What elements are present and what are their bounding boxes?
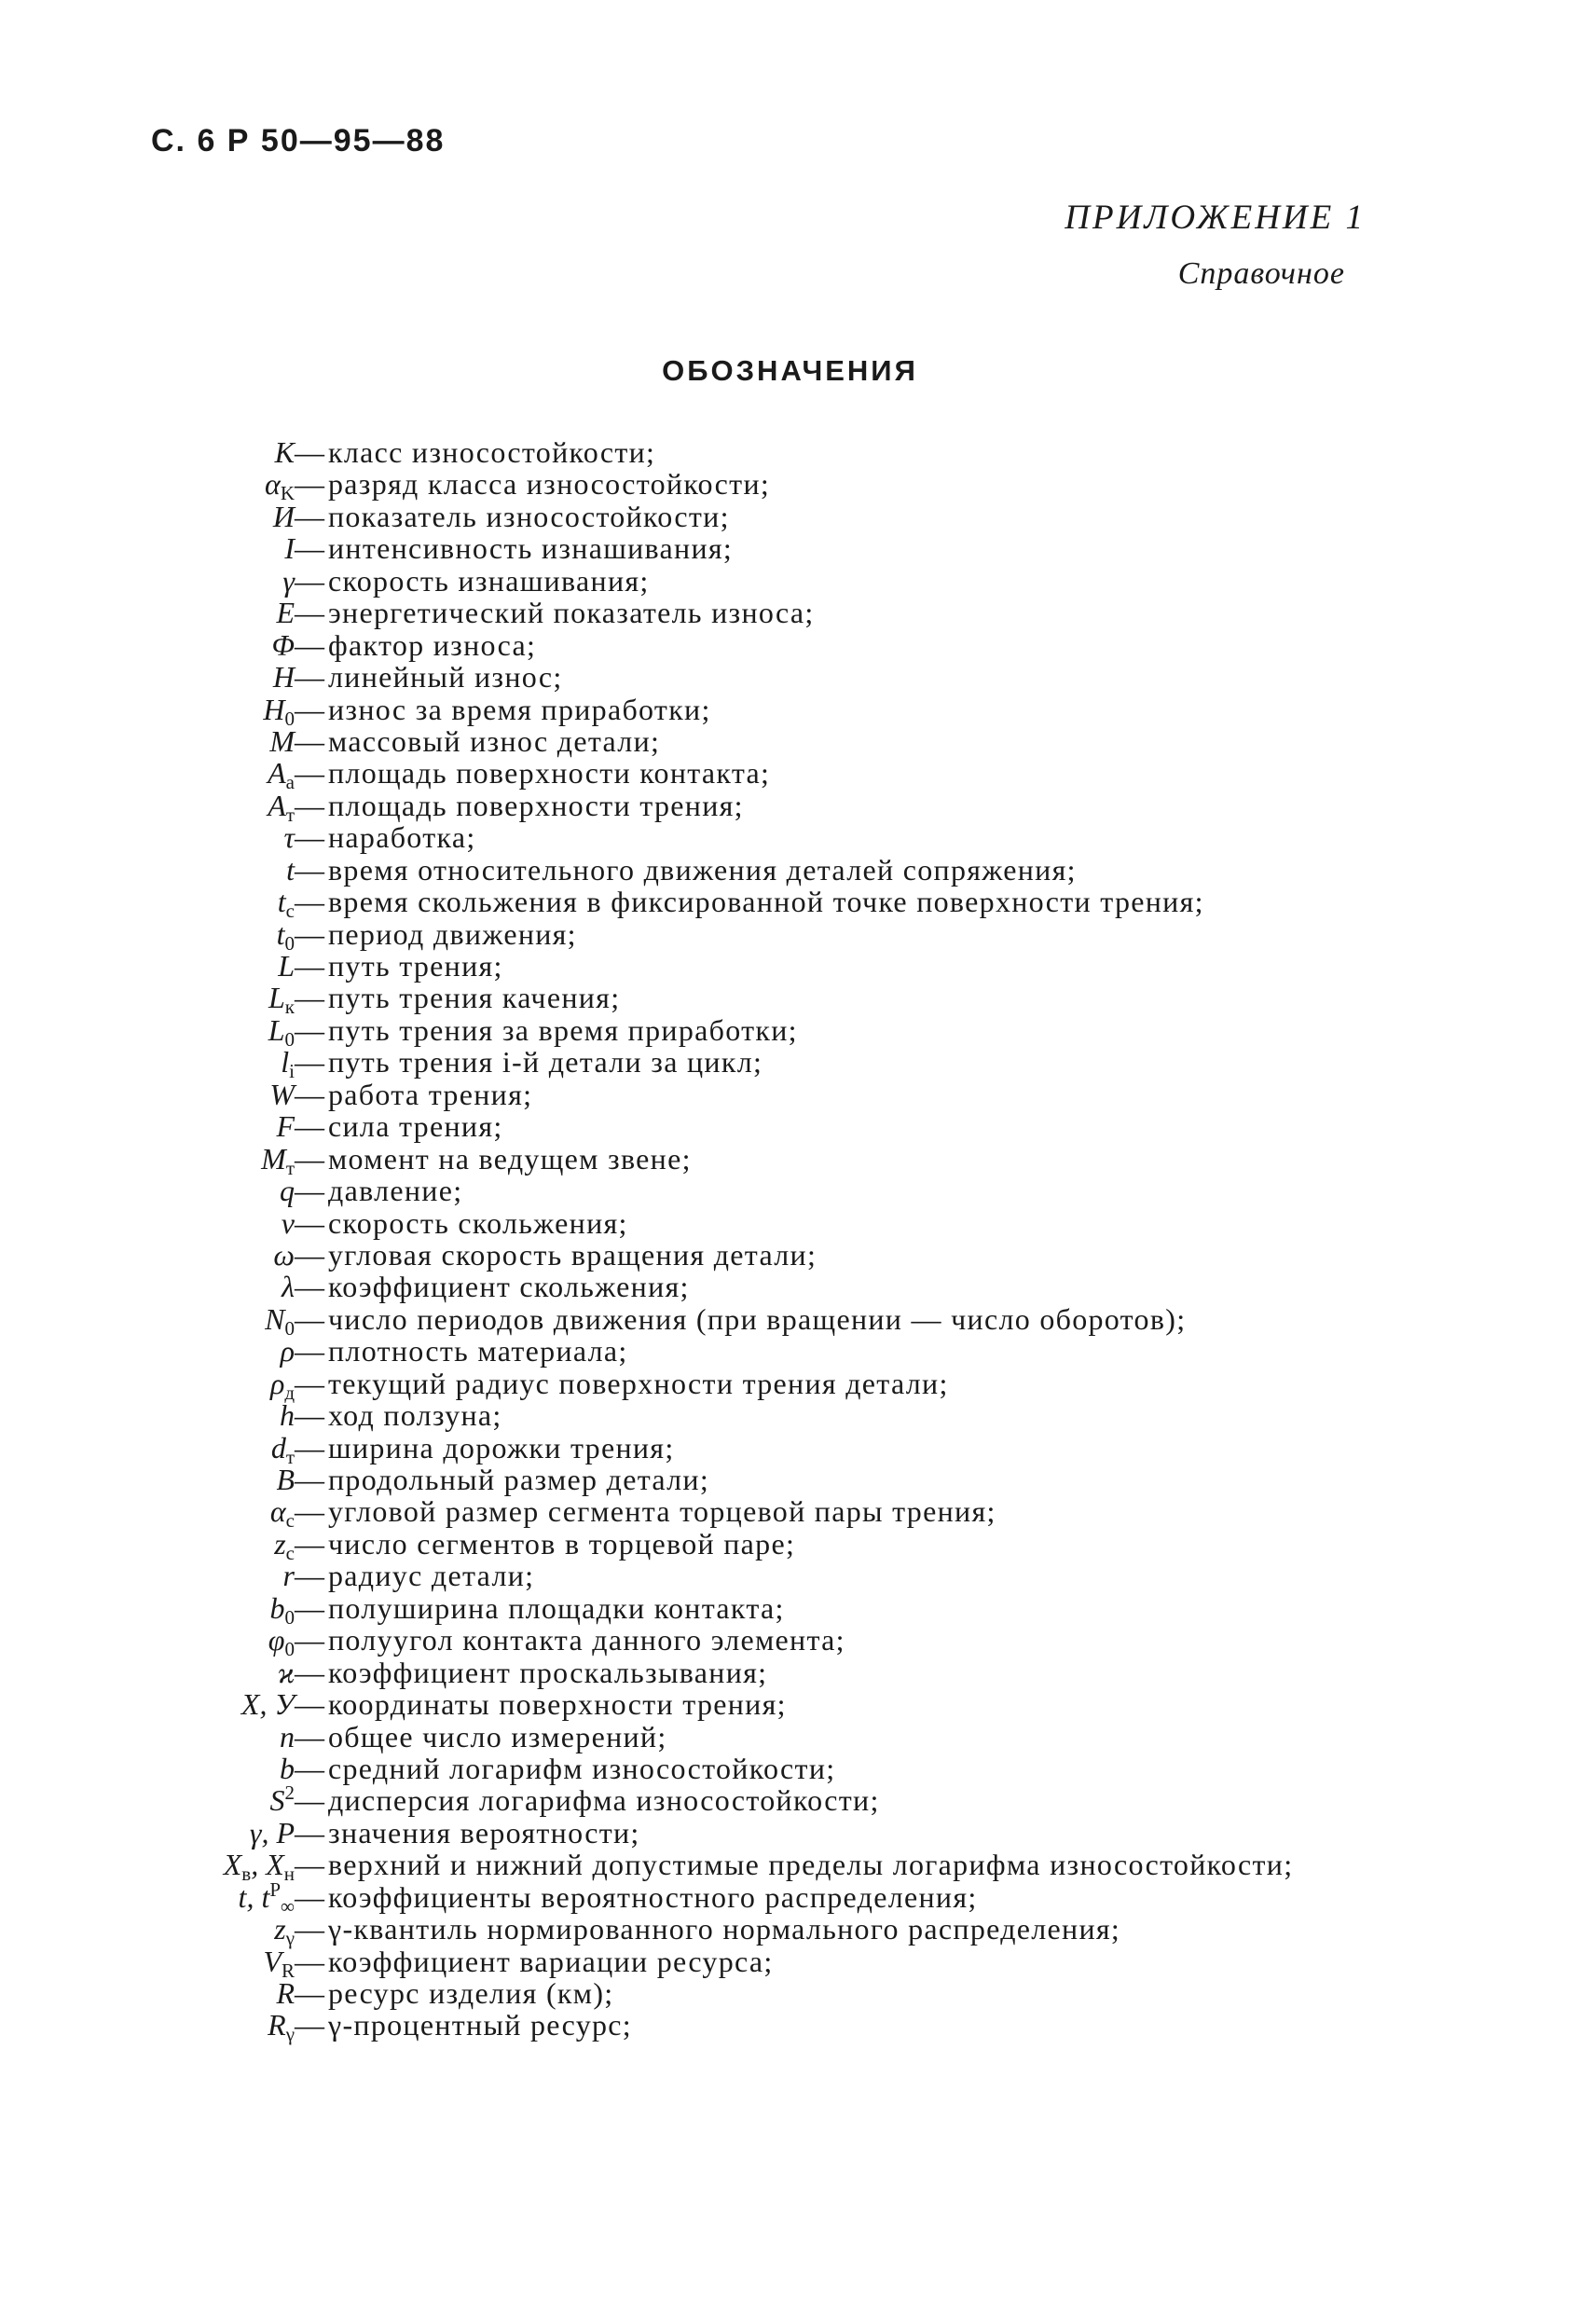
- notation-description: — путь трения качения;: [295, 982, 620, 1013]
- notation-symbol: [280, 1721, 295, 1753]
- notation-symbol: [284, 821, 295, 853]
- notation-symbol: [269, 1366, 295, 1404]
- notation-description: — ресурс изделия (км);: [295, 1977, 613, 2009]
- notation-symbol: [270, 1430, 295, 1468]
- notation-row: [0, 597, 1580, 628]
- notation-description: — продольный размер детали;: [295, 1464, 709, 1495]
- symbol-base: L: [268, 1012, 285, 1047]
- notation-description: — ход ползуна;: [295, 1399, 502, 1431]
- notation-row: [0, 1175, 1580, 1206]
- symbol-subscript: R: [281, 1959, 295, 1982]
- notation-symbol: [276, 597, 295, 628]
- notation-row: [0, 821, 1580, 853]
- notation-description: — коэффициент скольжения;: [295, 1271, 690, 1302]
- notation-description: — массовый износ детали;: [295, 725, 660, 757]
- notation-symbol: [282, 565, 295, 597]
- symbol-base: l: [281, 1045, 290, 1079]
- notation-row: [0, 1141, 1580, 1179]
- notation-row: [0, 1526, 1580, 1564]
- notation-description: — время скольжения в фиксированной точке поверхности трения;: [295, 886, 1204, 917]
- symbol-base: ρ: [280, 1334, 295, 1368]
- symbol-base: M: [269, 723, 295, 758]
- notation-description: — класс износостойкости;: [295, 436, 655, 468]
- symbol-base: N: [265, 1301, 285, 1336]
- symbol-base: τ: [283, 820, 295, 855]
- symbol-subscript: 0: [284, 1027, 295, 1051]
- notation-description: — износ за время приработки;: [295, 694, 711, 725]
- notation-row: [0, 1912, 1580, 1950]
- notation-symbol: [278, 1657, 295, 1688]
- notation-symbol: [268, 756, 295, 794]
- notation-symbol: [273, 501, 295, 532]
- symbol-subscript: 0: [284, 707, 295, 730]
- symbol-subscript: i: [289, 1060, 295, 1083]
- symbol-subscript: ∞: [281, 1894, 295, 1918]
- notation-symbol: [268, 1012, 295, 1051]
- notation-symbol: [265, 467, 295, 505]
- notation-row: [0, 1623, 1580, 1661]
- notation-description: — средний логарифм износостойкости;: [295, 1753, 835, 1784]
- symbol-base: n: [280, 1719, 295, 1753]
- notation-row: [0, 788, 1580, 826]
- notation-symbol: [276, 1464, 295, 1495]
- notation-row: [0, 1012, 1580, 1051]
- notation-description: — разряд класса износостойкости;: [295, 468, 770, 500]
- notation-row: [0, 1430, 1580, 1468]
- symbol-subscript: в: [241, 1863, 252, 1886]
- notation-description: — коэффициент проскальзывания;: [295, 1657, 767, 1688]
- notation-symbol: [281, 1045, 295, 1083]
- symbol-base: R: [276, 1976, 295, 2010]
- symbol-base: И: [272, 499, 295, 533]
- notation-symbol: [268, 788, 295, 826]
- notation-symbol: [273, 1239, 295, 1271]
- notation-description: — плотность материала;: [295, 1335, 628, 1367]
- symbol-subscript: γ: [285, 1927, 295, 1950]
- notation-symbol: [280, 1399, 295, 1431]
- symbol-superscript: 2: [284, 1781, 295, 1805]
- notation-symbol: [265, 1301, 295, 1340]
- notation-symbol: [250, 1817, 295, 1849]
- symbol-base: M: [261, 1141, 286, 1176]
- notation-row: [0, 1079, 1580, 1110]
- notation-description: — период движения;: [295, 918, 577, 950]
- notation-symbol: [269, 1079, 295, 1110]
- notation-row: [0, 2008, 1580, 2046]
- notation-description: — координаты поверхности трения;: [295, 1688, 787, 1720]
- notation-description: — коэффициенты вероятностного распределения;: [295, 1881, 978, 1913]
- symbol-base: r: [282, 1559, 295, 1593]
- notation-row: [0, 1301, 1580, 1340]
- notation-symbol: [282, 1207, 295, 1239]
- symbol-base: X: [223, 1848, 242, 1882]
- notation-description: — линейный износ;: [295, 661, 563, 693]
- notation-description: — скорость скольжения;: [295, 1207, 628, 1239]
- notation-description: — интенсивность изнашивания;: [295, 532, 733, 564]
- notation-symbol: [276, 1110, 295, 1142]
- notation-description: — радиус детали;: [295, 1560, 534, 1591]
- notation-description: — энергетический показатель износа;: [295, 597, 815, 628]
- symbol-base: γ: [282, 563, 295, 598]
- notation-description: — число сегментов в торцевой паре;: [295, 1528, 795, 1560]
- symbol-subscript: т: [285, 1156, 295, 1179]
- symbol-base: φ: [268, 1623, 285, 1657]
- symbol-base: ρ: [269, 1366, 285, 1400]
- symbol-base: γ, P: [249, 1815, 295, 1850]
- notation-symbol: [286, 854, 295, 886]
- symbol-subscript: д: [284, 1381, 295, 1404]
- symbol-base: λ: [282, 1270, 295, 1304]
- notation-row: [0, 1848, 1580, 1886]
- symbol-base-2: , X: [251, 1848, 284, 1882]
- notation-symbol: [280, 1753, 295, 1784]
- symbol-base: α: [269, 1494, 286, 1529]
- notation-symbol: [278, 950, 295, 982]
- notation-row: [0, 1045, 1580, 1083]
- notation-description: — путь трения за время приработки;: [295, 1014, 798, 1046]
- symbol-base: ω: [273, 1237, 295, 1272]
- symbol-subscript: с: [285, 1509, 295, 1533]
- notation-symbol: [274, 1912, 295, 1950]
- notation-symbol: [269, 1494, 295, 1533]
- symbol-base: t: [276, 916, 285, 951]
- notation-description: — момент на ведущем звене;: [295, 1143, 692, 1175]
- notation-row: [0, 756, 1580, 794]
- notation-description: — γ-процентный ресурс;: [295, 2009, 632, 2041]
- notation-description: — скорость изнашивания;: [295, 565, 650, 597]
- notation-row: [0, 532, 1580, 564]
- notation-symbol: [269, 1781, 295, 1818]
- notation-row: [0, 467, 1580, 505]
- symbol-base: A: [268, 788, 286, 822]
- notation-row: [0, 1977, 1580, 2009]
- notation-row: [0, 854, 1580, 886]
- symbol-subscript: 0: [284, 1316, 295, 1340]
- notation-row: [0, 885, 1580, 923]
- notation-row: [0, 1781, 1580, 1818]
- notation-symbol: [281, 1335, 295, 1367]
- symbol-base: X, У: [240, 1687, 295, 1722]
- symbol-base: H: [263, 692, 285, 726]
- notation-row: [0, 1335, 1580, 1367]
- symbol-subscript: K: [280, 482, 295, 505]
- symbol-subscript: 0: [284, 1638, 295, 1661]
- symbol-base: z: [274, 1912, 286, 1946]
- notation-row: [0, 1207, 1580, 1239]
- page-header: С. 6 Р 50—95—88: [151, 123, 446, 158]
- notation-description: — число периодов движения (при вращении — число оборотов);: [295, 1303, 1186, 1335]
- symbol-base: d: [270, 1430, 286, 1465]
- notation-symbol: [263, 1944, 295, 1982]
- notation-description: — давление;: [295, 1175, 462, 1206]
- symbol-subscript: с: [285, 1541, 295, 1564]
- notation-row: [0, 692, 1580, 730]
- notation-row: [0, 565, 1580, 597]
- notation-row: [0, 1464, 1580, 1495]
- symbol-subscript: γ: [285, 2023, 295, 2046]
- appendix-type: Справочное: [1177, 256, 1345, 291]
- notation-symbol: [263, 692, 295, 730]
- symbol-base: h: [280, 1398, 295, 1433]
- notation-symbol: [268, 981, 295, 1019]
- notation-symbol: [276, 1977, 295, 2009]
- symbol-superscript: P: [269, 1877, 282, 1901]
- notation-symbol: [276, 916, 295, 955]
- notation-description: — общее число измерений;: [295, 1721, 667, 1753]
- notation-description: — работа трения;: [295, 1079, 532, 1110]
- symbol-subscript: 0: [284, 1605, 295, 1629]
- symbol-base: L: [278, 949, 295, 983]
- notation-symbol: [223, 1848, 295, 1886]
- notation-row: [0, 1366, 1580, 1404]
- notation-symbol: [274, 1526, 295, 1564]
- notation-row: [0, 1688, 1580, 1720]
- notation-description: — полуугол контакта данного элемента;: [295, 1624, 845, 1656]
- symbol-subscript: т: [285, 803, 295, 826]
- notation-row: [0, 1590, 1580, 1629]
- symbol-subscript: а: [285, 771, 295, 794]
- symbol-subscript-2: н: [283, 1863, 295, 1886]
- notation-row: [0, 1877, 1580, 1918]
- symbol-base: z: [274, 1526, 286, 1561]
- symbol-base: ϰ: [278, 1655, 295, 1689]
- notation-symbol: [282, 1271, 295, 1302]
- symbol-base: R: [268, 2008, 286, 2042]
- symbol-base: α: [265, 467, 281, 502]
- notation-row: [0, 1239, 1580, 1271]
- notation-description: — полуширина площадки контакта;: [295, 1592, 785, 1624]
- symbol-base: b: [269, 1590, 285, 1625]
- notation-symbol: [284, 532, 295, 564]
- symbol-subscript: к: [284, 996, 295, 1019]
- notation-description: — площадь поверхности трения;: [295, 790, 744, 821]
- notation-row: [0, 1494, 1580, 1533]
- notation-symbol: [275, 436, 295, 468]
- notation-description: — значения вероятности;: [295, 1817, 640, 1849]
- notation-description: — дисперсия логарифма износостойкости;: [295, 1784, 880, 1816]
- symbol-base: L: [268, 981, 285, 1015]
- appendix-label: ПРИЛОЖЕНИЕ 1: [1065, 199, 1366, 237]
- symbol-base: F: [276, 1109, 295, 1144]
- notation-description: — показатель износостойкости;: [295, 501, 730, 532]
- notation-symbol: [268, 2008, 295, 2046]
- symbol-base: S: [269, 1783, 285, 1818]
- symbol-base: A: [268, 756, 286, 791]
- symbol-base: I: [284, 531, 295, 566]
- notation-description: — фактор износа;: [295, 629, 536, 661]
- symbol-base: Φ: [271, 627, 295, 662]
- notation-list: [0, 435, 1580, 2046]
- notation-row: [0, 1721, 1580, 1753]
- notation-description: — угловая скорость вращения детали;: [295, 1239, 817, 1271]
- notation-symbol: [261, 1141, 295, 1179]
- notation-description: — путь трения i-й детали за цикл;: [295, 1046, 763, 1078]
- notation-row: [0, 981, 1580, 1019]
- notation-row: [0, 1399, 1580, 1431]
- section-title: ОБОЗНАЧЕНИЯ: [662, 354, 918, 387]
- notation-row: [0, 1817, 1580, 1849]
- symbol-base: t: [277, 885, 286, 919]
- notation-row: [0, 436, 1580, 468]
- notation-description: — верхний и нижний допустимые пределы логарифма износостойкости;: [295, 1849, 1293, 1880]
- notation-row: [0, 1271, 1580, 1302]
- symbol-subscript: 0: [284, 931, 295, 955]
- notation-row: [0, 725, 1580, 757]
- symbol-subscript: т: [285, 1445, 295, 1468]
- notation-symbol: [283, 1560, 295, 1591]
- notation-symbol: [241, 1688, 295, 1720]
- notation-row: [0, 661, 1580, 693]
- notation-symbol: [269, 1590, 295, 1629]
- notation-row: [0, 916, 1580, 955]
- notation-row: [0, 1560, 1580, 1591]
- symbol-base: V: [263, 1944, 282, 1978]
- symbol-subscript: с: [285, 900, 295, 923]
- symbol-base: t: [286, 852, 295, 887]
- symbol-base: t, t: [238, 1879, 270, 1914]
- symbol-base: v: [281, 1205, 295, 1240]
- notation-row: [0, 501, 1580, 532]
- notation-row: [0, 1753, 1580, 1784]
- notation-symbol: [272, 629, 295, 661]
- notation-symbol: [269, 725, 295, 757]
- symbol-base: W: [269, 1077, 295, 1111]
- notation-description: — ширина дорожки трения;: [295, 1432, 675, 1464]
- notation-description: — время относительного движения деталей сопряжения;: [295, 854, 1077, 886]
- notation-symbol: [268, 1623, 295, 1661]
- notation-symbol: [280, 1175, 295, 1206]
- notation-row: [0, 1944, 1580, 1982]
- notation-description: — текущий радиус поверхности трения детали;: [295, 1368, 949, 1399]
- notation-symbol: [238, 1877, 295, 1918]
- notation-symbol: [277, 885, 295, 923]
- symbol-base: K: [274, 435, 295, 469]
- symbol-base: E: [276, 596, 295, 630]
- notation-description: — путь трения;: [295, 950, 503, 982]
- symbol-base: H: [272, 660, 295, 694]
- notation-description: — наработка;: [295, 821, 476, 853]
- notation-row: [0, 1110, 1580, 1142]
- notation-row: [0, 629, 1580, 661]
- notation-description: — γ-квантиль нормированного нормального распределения;: [295, 1913, 1120, 1945]
- notation-description: — сила трения;: [295, 1110, 503, 1142]
- notation-row: [0, 950, 1580, 982]
- notation-description: — площадь поверхности контакта;: [295, 757, 770, 789]
- symbol-base: b: [280, 1751, 295, 1785]
- notation-row: [0, 1657, 1580, 1688]
- notation-description: — угловой размер сегмента торцевой пары трения;: [295, 1495, 996, 1527]
- notation-description: — коэффициент вариации ресурса;: [295, 1946, 774, 1977]
- symbol-base: B: [276, 1463, 295, 1496]
- notation-symbol: [273, 661, 295, 693]
- symbol-base: q: [280, 1174, 295, 1208]
